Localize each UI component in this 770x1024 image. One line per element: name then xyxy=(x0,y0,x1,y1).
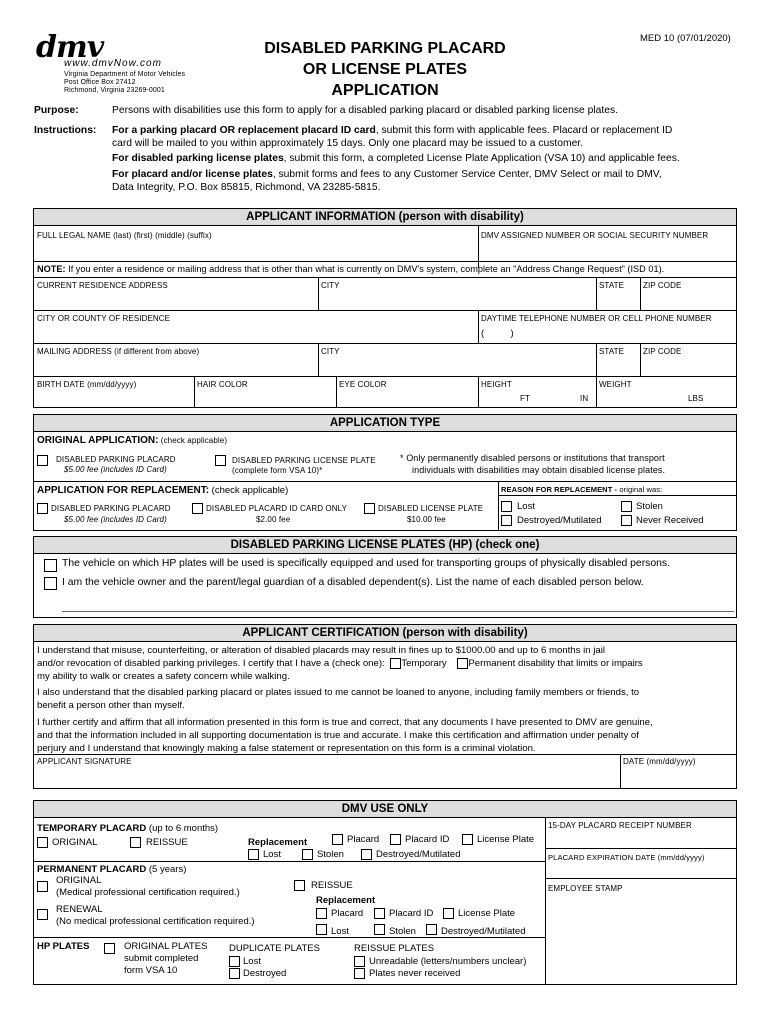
height-ft-label: FT xyxy=(520,394,530,403)
hp-original-checkbox[interactable] xyxy=(104,943,115,954)
birth-label: BIRTH DATE (mm/dd/yyyy) xyxy=(37,380,137,389)
instruction-1: For a parking placard OR replacement placard ID card, submit this form with applicable fees. Placard or replacement ID xyxy=(112,125,673,136)
temporary-checkbox[interactable] xyxy=(390,658,401,669)
applicant-info-heading: APPLICANT INFORMATION (person with disability) xyxy=(34,209,736,226)
reason-destroyed-label: Destroyed/Mutilated xyxy=(517,515,602,526)
rep-plate-fee: $10.00 fee xyxy=(407,515,446,524)
perm-lost-checkbox[interactable] xyxy=(316,924,327,935)
signature-field[interactable] xyxy=(34,754,620,788)
employee-stamp-area xyxy=(545,878,736,984)
city-label: CITY xyxy=(321,281,340,290)
perm-destroyed-checkbox[interactable] xyxy=(426,924,437,935)
rep-placard-fee: $5.00 fee (includes ID Card) xyxy=(64,515,167,524)
temp-license-plate-label: License Plate xyxy=(477,834,535,845)
title-line1: DISABLED PARKING PLACARD xyxy=(264,40,506,57)
city-field[interactable] xyxy=(318,277,596,310)
full-name-label: FULL LEGAL NAME (last) (first) (middle) (suffix) xyxy=(37,231,212,240)
applicant-info-section xyxy=(33,208,737,408)
rep-id-fee: $2.00 fee xyxy=(256,515,291,524)
perm-original-checkbox[interactable] xyxy=(37,881,48,892)
orig-placard-fee: $5.00 fee (includes ID Card) xyxy=(64,465,167,474)
perm-placard-opt-label: Placard xyxy=(331,908,364,919)
birth-field[interactable] xyxy=(34,376,194,408)
cert-p3b: and that the information included in all supporting documentation is true and accurate. I make this certification and affirmation under penalty of xyxy=(37,729,639,741)
disabled-person-name-line[interactable] xyxy=(62,611,734,612)
instruction-3-cont: Data Integrity, P.O. Box 85815, Richmond, VA 23285-5815. xyxy=(112,182,381,193)
form-number: MED 10 (07/01/2020) xyxy=(640,33,731,44)
perm-renewal-checkbox[interactable] xyxy=(37,909,48,920)
hp-option-1-checkbox[interactable] xyxy=(44,559,57,572)
duplicate-plates-label: DUPLICATE PLATES xyxy=(229,943,320,954)
signature-label: APPLICANT SIGNATURE xyxy=(37,757,132,766)
temp-placard-checkbox[interactable] xyxy=(332,834,343,845)
unreadable-checkbox[interactable] xyxy=(354,956,365,967)
application-type-section xyxy=(33,414,737,531)
temp-placard-id-label: Placard ID xyxy=(405,834,450,845)
temp-reissue-checkbox[interactable] xyxy=(130,837,141,848)
mailing-city-label: CITY xyxy=(321,347,340,356)
rep-id-label: DISABLED PLACARD ID CARD ONLY xyxy=(206,504,348,513)
cert-p2b: benefit a person other than myself. xyxy=(37,700,185,712)
employee-stamp-label: EMPLOYEE STAMP xyxy=(548,884,623,893)
perm-reissue-checkbox[interactable] xyxy=(294,880,305,891)
county-field[interactable] xyxy=(34,310,478,343)
temp-placard-opt-label: Placard xyxy=(347,834,380,845)
perm-replacement-label: Replacement xyxy=(316,895,376,906)
height-in-label: IN xyxy=(580,394,589,403)
plate-eligibility-note-2: individuals with disabilities may obtain disabled license plates. xyxy=(412,465,666,475)
residence-field[interactable] xyxy=(34,277,318,310)
plate-eligibility-note: * Only permanently disabled persons or institutions that transport xyxy=(400,453,665,463)
form-title xyxy=(230,38,540,101)
instruction-2: For disabled parking license plates, submit this form, a completed License Plate Application (VSA 10) and applicable fees. xyxy=(112,153,680,164)
receipt-number-field[interactable] xyxy=(545,818,736,848)
mailing-zip-label: ZIP CODE xyxy=(643,347,682,356)
perm-license-plate-label: License Plate xyxy=(458,908,516,919)
expiration-date-field[interactable] xyxy=(545,848,736,878)
temp-lost-label: Lost xyxy=(263,849,281,860)
height-label: HEIGHT xyxy=(481,380,512,389)
reason-destroyed-checkbox[interactable] xyxy=(501,515,512,526)
dup-destroyed-checkbox[interactable] xyxy=(229,968,240,979)
receipt-number-label: 15-DAY PLACARD RECEIPT NUMBER xyxy=(548,821,692,830)
date-label: DATE (mm/dd/yyyy) xyxy=(623,757,696,766)
instruction-3: For placard and/or license plates, submit forms and fees to any Customer Service Center, DMV Select or mail to DMV, xyxy=(112,169,662,180)
hp-original-label: ORIGINAL PLATES submit completed form VSA 10 xyxy=(124,941,208,976)
rep-id-checkbox[interactable] xyxy=(192,503,203,514)
dmv-logo-url: www.dmvNow.com xyxy=(64,58,162,69)
eye-field[interactable] xyxy=(336,376,478,408)
never-received-checkbox[interactable] xyxy=(354,968,365,979)
perm-placard-checkbox[interactable] xyxy=(316,908,327,919)
temp-lost-checkbox[interactable] xyxy=(248,849,259,860)
hp-plates-section xyxy=(33,536,737,618)
cert-p1d: my ability to walk or creates a safety concern while walking. xyxy=(37,670,290,682)
perm-original-label: ORIGINAL xyxy=(56,875,102,886)
orig-plate-checkbox[interactable] xyxy=(215,455,226,466)
eye-label: EYE COLOR xyxy=(339,380,387,389)
temp-replacement-label: Replacement xyxy=(248,837,308,848)
perm-placard-id-label: Placard ID xyxy=(389,908,434,919)
perm-lost-label: Lost xyxy=(331,926,349,937)
reason-stolen-checkbox[interactable] xyxy=(621,501,632,512)
hp-option-2-checkbox[interactable] xyxy=(44,577,57,590)
perm-renewal-label: RENEWAL xyxy=(56,904,103,915)
purpose-text: Persons with disabilities use this form to apply for a disabled parking placard or disabled parking license plates. xyxy=(112,105,618,116)
reason-lost-checkbox[interactable] xyxy=(501,501,512,512)
state-label: STATE xyxy=(599,281,625,290)
county-label: CITY OR COUNTY OF RESIDENCE xyxy=(37,314,171,323)
dmv-logo-mark: dmv xyxy=(36,30,104,65)
perm-placard-id-checkbox[interactable] xyxy=(374,908,385,919)
temp-destroyed-checkbox[interactable] xyxy=(361,849,372,860)
cert-p1b-row: and/or revocation of disabled parking privileges. I certify that I have a (check one): Temporary Permanent disability that limits or impairs xyxy=(37,657,643,669)
perm-license-plate-checkbox[interactable] xyxy=(443,908,454,919)
reason-stolen-label: Stolen xyxy=(636,501,663,512)
phone-label: DAYTIME TELEPHONE NUMBER OR CELL PHONE NUMBER xyxy=(481,314,712,323)
zip-label: ZIP CODE xyxy=(643,281,682,290)
reason-never-checkbox[interactable] xyxy=(621,515,632,526)
orig-placard-label: DISABLED PARKING PLACARD xyxy=(56,455,176,464)
certification-text xyxy=(37,645,737,755)
rep-placard-checkbox[interactable] xyxy=(37,503,48,514)
dmv-number-label: DMV ASSIGNED NUMBER OR SOCIAL SECURITY NUMBER xyxy=(481,231,709,240)
title-line3: APPLICATION xyxy=(331,82,439,99)
weight-label: WEIGHT xyxy=(599,380,632,389)
hp-plates-heading: DISABLED PARKING LICENSE PLATES (HP) (check one) xyxy=(34,537,736,554)
zip-field[interactable] xyxy=(640,277,736,310)
dmv-logo xyxy=(36,30,216,96)
hp-plates-label: HP PLATES xyxy=(37,941,90,952)
residence-label: CURRENT RESIDENCE ADDRESS xyxy=(37,281,168,290)
height-field[interactable] xyxy=(478,376,596,408)
permanent-checkbox[interactable] xyxy=(457,658,468,669)
temp-destroyed-label: Destroyed/Mutilated xyxy=(376,849,461,860)
hair-label: HAIR COLOR xyxy=(197,380,248,389)
cert-p3a: I further certify and affirm that all information presented in this form is true and correct, that any documents I have presented to DMV are genuine, xyxy=(37,717,653,729)
agency-po-box: Post Office Box 27412 xyxy=(64,79,136,86)
certification-heading: APPLICANT CERTIFICATION (person with disability) xyxy=(34,625,736,642)
reissue-plates-label: REISSUE PLATES xyxy=(354,943,435,954)
purpose-label: Purpose: xyxy=(34,105,79,116)
temp-original-label: ORIGINAL xyxy=(52,837,98,848)
hair-field[interactable] xyxy=(194,376,336,408)
orig-placard-checkbox[interactable] xyxy=(37,455,48,466)
weight-field[interactable] xyxy=(596,376,736,408)
unreadable-label: Unreadable (letters/numbers unclear) xyxy=(369,956,527,967)
cert-p1a: I understand that misuse, counterfeiting, or alteration of disabled placards may result in fines up to $1000.00 and up to 6 months in jail xyxy=(37,645,605,656)
perm-destroyed-label: Destroyed/Mutilated xyxy=(441,926,526,937)
weight-lbs-label: LBS xyxy=(688,394,704,403)
rep-plate-label: DISABLED LICENSE PLATE xyxy=(378,504,484,513)
temp-stolen-label: Stolen xyxy=(317,849,344,860)
expiration-date-label: PLACARD EXPIRATION DATE (mm/dd/yyyy) xyxy=(548,853,705,862)
replacement-label: APPLICATION FOR REPLACEMENT: (check applicable) xyxy=(37,485,289,496)
perm-stolen-checkbox[interactable] xyxy=(374,924,385,935)
reason-label: REASON FOR REPLACEMENT - original was: xyxy=(501,485,663,494)
original-application-label: ORIGINAL APPLICATION: (check applicable) xyxy=(37,435,228,446)
cert-p2a: I also understand that the disabled parking placard or plates issued to me cannot be loaned to anyone, including family members or friends, to xyxy=(37,687,640,699)
agency-name: Virginia Department of Motor Vehicles xyxy=(64,71,186,78)
rep-plate-checkbox[interactable] xyxy=(364,503,375,514)
state-field[interactable] xyxy=(596,277,640,310)
mailing-city-field[interactable] xyxy=(318,343,596,376)
temp-stolen-checkbox[interactable] xyxy=(302,849,313,860)
orig-plate-note: (complete form VSA 10)* xyxy=(232,466,323,475)
temp-original-checkbox[interactable] xyxy=(37,837,48,848)
temporary-label: Temporary xyxy=(401,657,447,669)
temp-placard-id-checkbox[interactable] xyxy=(390,834,401,845)
perm-placard-label: PERMANENT PLACARD (5 years) xyxy=(37,864,187,875)
mailing-state-label: STATE xyxy=(599,347,625,356)
address-note: NOTE: If you enter a residence or mailing address that is other than what is currently on DMV's system, complete an "Address Change Request" (ISD 01). xyxy=(37,264,665,274)
perm-reissue-label: REISSUE xyxy=(311,880,353,891)
mailing-zip-field[interactable] xyxy=(640,343,736,376)
date-field[interactable] xyxy=(620,754,736,788)
mailing-label: MAILING ADDRESS (if different from above) xyxy=(37,347,200,356)
orig-plate-label: DISABLED PARKING LICENSE PLATE xyxy=(232,456,376,465)
perm-renewal-note: (No medical professional certification required.) xyxy=(56,916,255,927)
agency-city: Richmond, Virginia 23269-0001 xyxy=(64,87,165,94)
dup-lost-checkbox[interactable] xyxy=(229,956,240,967)
permanent-label: Permanent xyxy=(468,657,516,669)
dmv-use-section xyxy=(33,800,737,985)
application-type-heading: APPLICATION TYPE xyxy=(34,415,736,432)
temp-placard-label: TEMPORARY PLACARD (up to 6 months) xyxy=(37,823,219,834)
reason-never-label: Never Received xyxy=(636,515,704,526)
perm-stolen-label: Stolen xyxy=(389,926,416,937)
title-line2: OR LICENSE PLATES xyxy=(302,61,468,78)
rep-placard-label: DISABLED PARKING PLACARD xyxy=(51,504,171,513)
hp-option-2-label: I am the vehicle owner and the parent/legal guardian of a disabled dependent(s). List the name of each disabled person below. xyxy=(62,577,644,588)
reason-lost-label: Lost xyxy=(517,501,535,512)
phone-parens: ( ) xyxy=(481,328,514,339)
instructions-label: Instructions: xyxy=(34,125,97,136)
temp-reissue-label: REISSUE xyxy=(146,837,188,848)
temp-license-plate-checkbox[interactable] xyxy=(462,834,473,845)
cert-p3c: perjury and I understand that knowingly making a false statement or representation on this form is a criminal violation. xyxy=(37,742,536,754)
dup-lost-label: Lost xyxy=(243,956,261,967)
mailing-state-field[interactable] xyxy=(596,343,640,376)
certification-section xyxy=(33,624,737,789)
instruction-1-cont: card will be mailed to you within approximately 15 days. Only one placard may be issued to a customer. xyxy=(112,138,584,149)
mailing-field[interactable] xyxy=(34,343,318,376)
never-received-label: Plates never received xyxy=(369,968,461,979)
dup-destroyed-label: Destroyed xyxy=(243,968,287,979)
perm-original-note: (Medical professional certification required.) xyxy=(56,887,240,898)
phone-field[interactable] xyxy=(478,310,736,343)
hp-option-1-label: The vehicle on which HP plates will be used is specifically equipped and used for transporting groups of physically disabled persons. xyxy=(62,558,671,569)
dmv-use-heading: DMV USE ONLY xyxy=(34,801,736,818)
